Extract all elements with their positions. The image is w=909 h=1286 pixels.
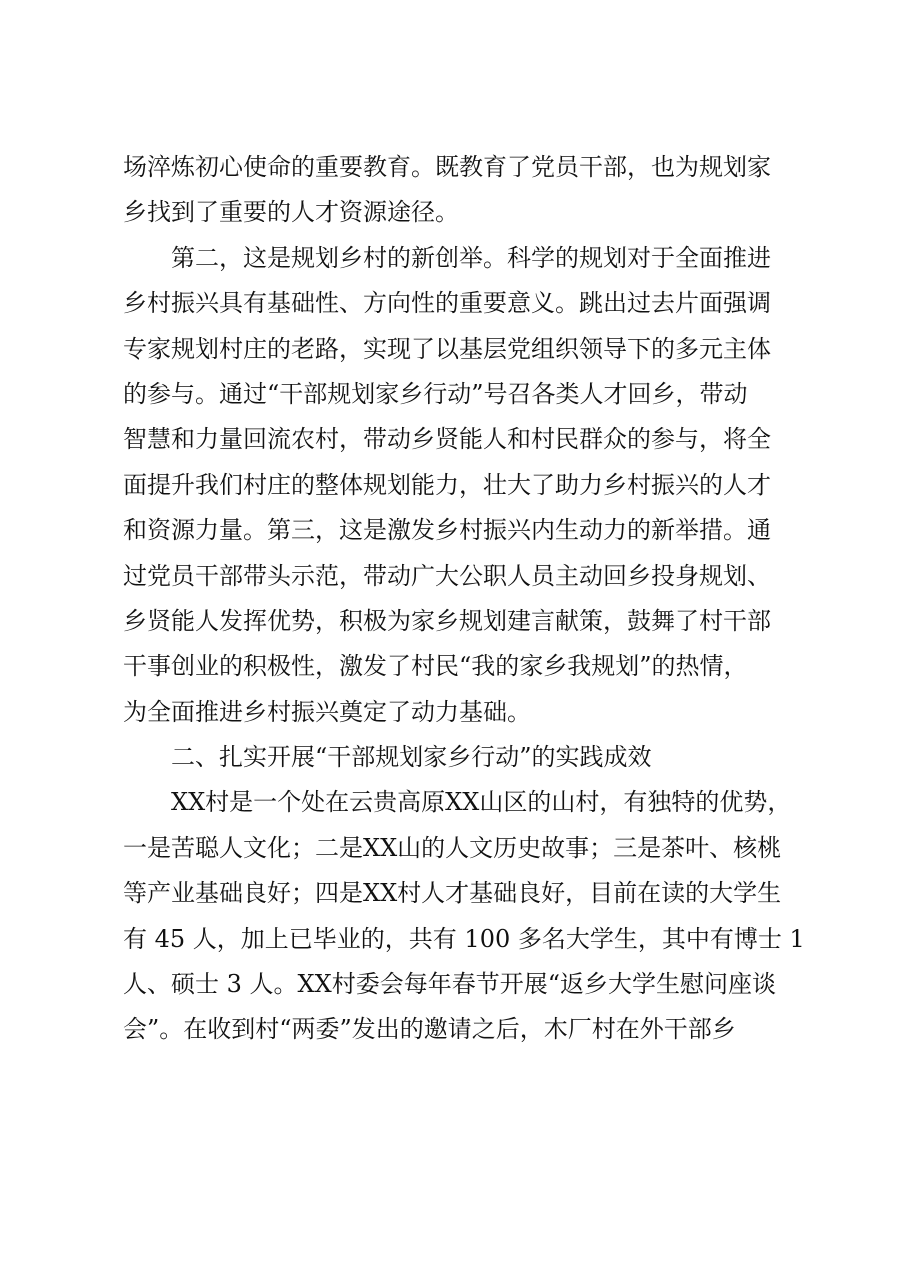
text-line: 等产业基础良好；四是XX村人才基础良好，目前在读的大学生 <box>123 879 782 908</box>
text-line: 智慧和力量回流农村，带动乡贤能人和村民群众的参与，将全 <box>123 425 771 454</box>
text-line: 的参与。通过“干部规划家乡行动”号召各类人才回乡，带动 <box>123 379 748 408</box>
text-line: 乡村振兴具有基础性、方向性的重要意义。跳出过去片面强调 <box>123 289 771 318</box>
text-line: 人、硕士 3 人。XX村委会每年春节开展“返乡大学生慰问座谈 <box>123 970 776 999</box>
text-line: 和资源力量。第三，这是激发乡村振兴内生动力的新举措。通 <box>123 516 771 545</box>
paragraph-start-line: 第二，这是规划乡村的新创举。科学的规划对于全面推进 <box>171 243 771 272</box>
text-line: 干事创业的积极性，激发了村民“我的家乡我规划”的热情， <box>123 652 748 681</box>
paragraph-start-line: XX村是一个处在云贵高原XX山区的山村，有独特的优势， <box>171 788 792 817</box>
text-line: 乡找到了重要的人才资源途径。 <box>123 198 459 227</box>
text-line: 会”。在收到村“两委”发出的邀请之后，木厂村在外干部乡 <box>123 1015 736 1044</box>
section-heading: 二、扎实开展“干部规划家乡行动”的实践成效 <box>171 743 652 772</box>
text-line: 过党员干部带头示范，带动广大公职人员主动回乡投身规划、 <box>123 561 771 590</box>
text-line: 场淬炼初心使命的重要教育。既教育了党员干部，也为规划家 <box>123 153 771 181</box>
body-text <box>123 145 805 1053</box>
text-line: 为全面推进乡村振兴奠定了动力基础。 <box>123 697 531 726</box>
text-line: 有 45 人，加上已毕业的，共有 100 多名大学生，其中有博士 1 <box>123 924 805 953</box>
text-line: 一是苦聪人文化；二是XX山的人文历史故事；三是茶叶、核桃 <box>123 833 782 862</box>
text-line: 乡贤能人发挥优势，积极为家乡规划建言献策，鼓舞了村干部 <box>123 606 771 635</box>
text-line: 面提升我们村庄的整体规划能力，壮大了助力乡村振兴的人才 <box>123 470 771 499</box>
text-line: 专家规划村庄的老路，实现了以基层党组织领导下的多元主体 <box>123 334 771 363</box>
